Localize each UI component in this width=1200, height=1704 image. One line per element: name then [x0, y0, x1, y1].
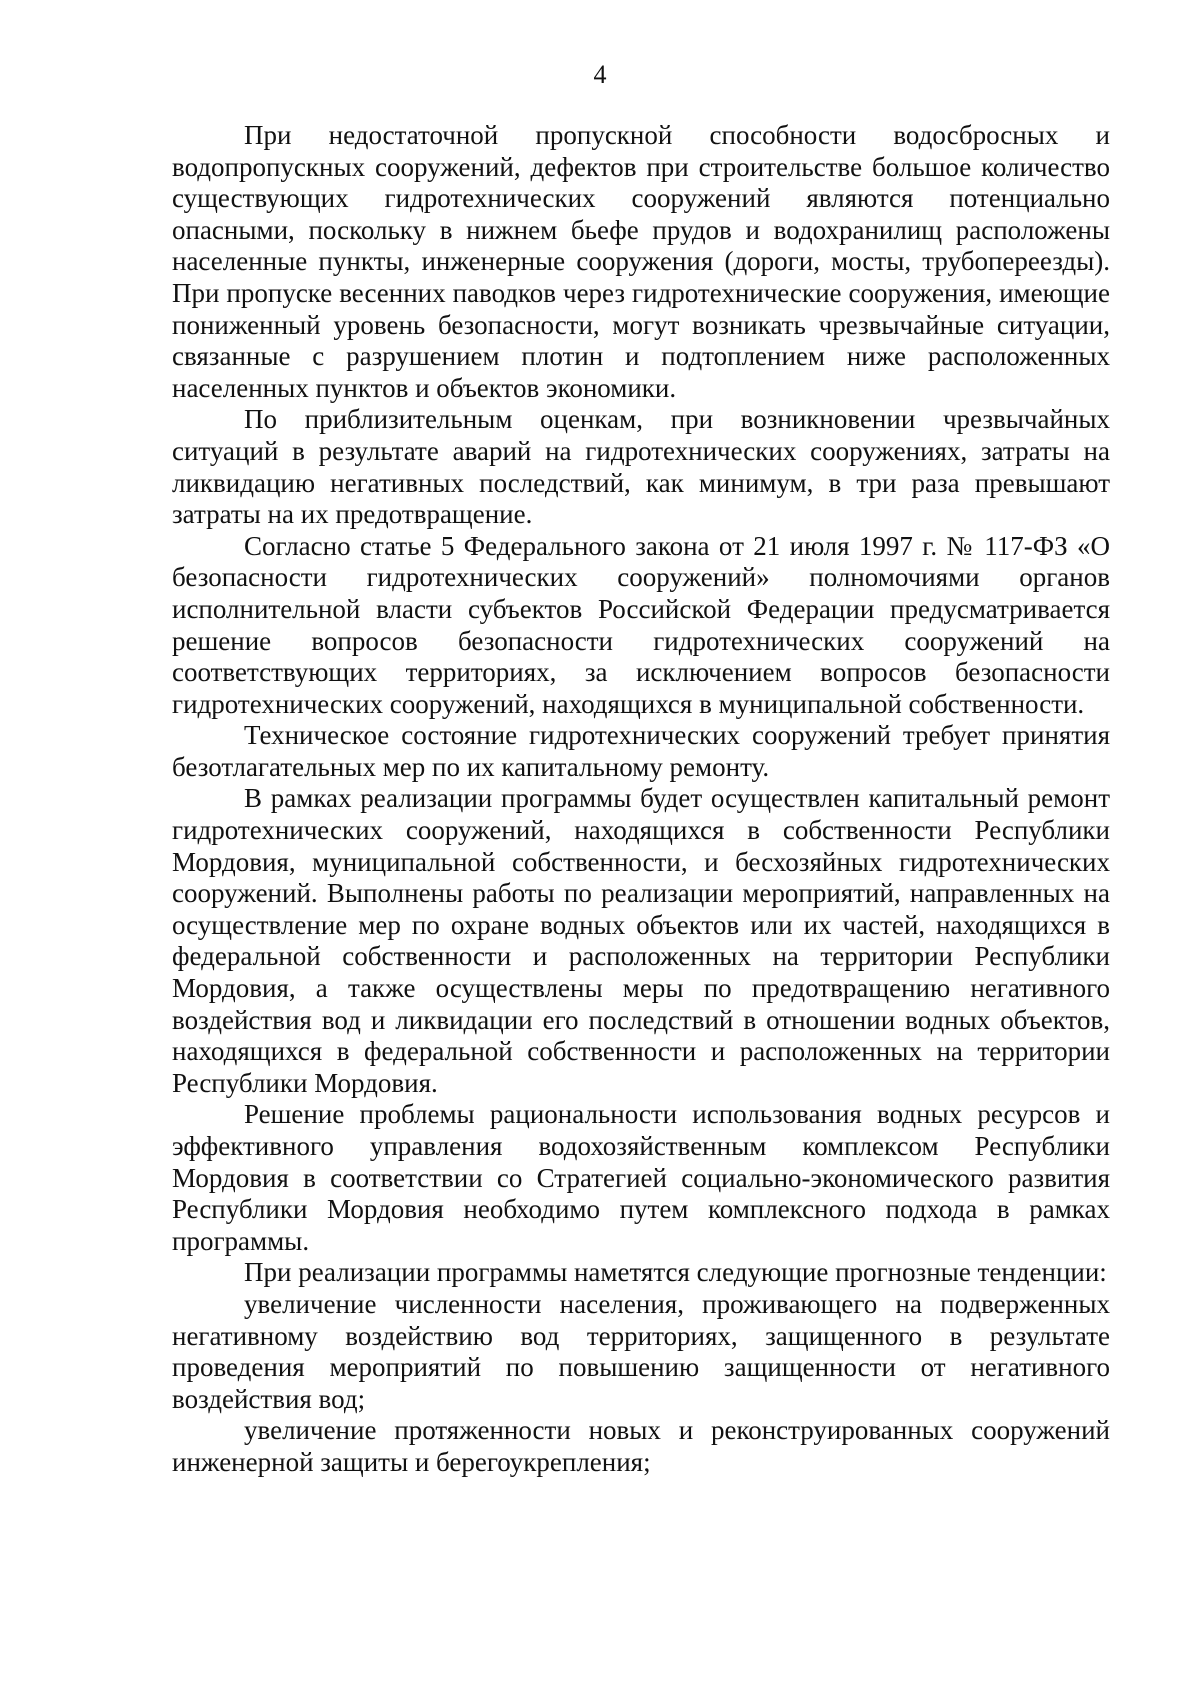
- paragraph: увеличение протяженности новых и реконструированных сооружений инженерной защиты и берегоукрепления;: [172, 1415, 1110, 1477]
- paragraph: Согласно статье 5 Федерального закона от 21 июля 1997 г. № 117-ФЗ «О безопасности гидротехнических сооружений» полномочиями органов исполнительной власти субъектов Российской Федерации предусматривается решение вопросов безопасности гидротехнических сооружений на соответствующих территориях, за исключением вопросов безопасности гидротехнических сооружений, находящихся в муниципальной собственности.: [172, 530, 1110, 719]
- paragraph: При реализации программы наметятся следующие прогнозные тенденции:: [244, 1257, 1107, 1288]
- paragraph: По приблизительным оценкам, при возникновении чрезвычайных ситуаций в результате аварий на гидротехнических сооружениях, затраты на ликвидацию негативных последствий, как минимум, в три раза превышают затраты на их предотвращение.: [172, 404, 1110, 530]
- paragraph: Решение проблемы рациональности использования водных ресурсов и эффективного управления водохозяйственным комплексом Республики Мордовия в соответствии со Стратегией социально-экономического развития Республики Мордовия необходимо путем комплексного подхода в рамках программы.: [172, 1099, 1110, 1256]
- paragraph: увеличение численности населения, проживающего на подверженных негативному воздействию вод территориях, защищенного в результате проведения мероприятий по повышению защищенности от негативного воздействия вод;: [172, 1288, 1110, 1414]
- paragraph: При недостаточной пропускной способности водосбросных и водопропускных сооружений, дефектов при строительстве большое количество существующих гидротехнических сооружений являются потенциально опасными, поскольку в нижнем бьефе прудов и водохранилищ расположены населенные пункты, инженерные сооружения (дороги, мосты, трубопереезды). При пропуске весенних паводков через гидротехнические сооружения, имеющие пониженный уровень безопасности, могут возникать чрезвычайные ситуации, связанные с разрушением плотин и подтоплением ниже расположенных населенных пунктов и объектов экономики.: [172, 120, 1110, 403]
- page-number: 4: [593, 60, 607, 89]
- paragraph: В рамках реализации программы будет осуществлен капитальный ремонт гидротехнических сооружений, находящихся в собственности Республики Мордовия, муниципальной собственности, и бесхозяйных гидротехнических сооружений. Выполнены работы по реализации мероприятий, направленных на осуществление мер по охране водных объектов или их частей, находящихся в федеральной собственности и расположенных на территории Республики Мордовия, а также осуществлены меры по предотвращению негативного воздействия вод и ликвидации его последствий в отношении водных объектов, находящихся в федеральной собственности и расположенных на территории Республики Мордовия.: [172, 783, 1110, 1098]
- document-body: [172, 120, 1110, 1479]
- paragraph: Техническое состояние гидротехнических сооружений требует принятия безотлагательных мер по их капитальному ремонту.: [172, 720, 1110, 782]
